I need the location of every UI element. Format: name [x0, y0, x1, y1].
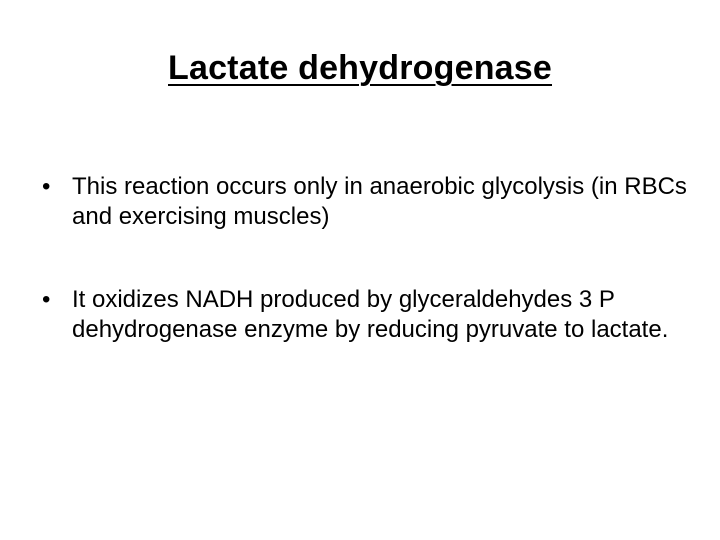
- bullet-text: This reaction occurs only in anaerobic glycolysis (in RBCs and exercising muscles): [72, 173, 687, 230]
- slide-title: Lactate dehydrogenase: [168, 49, 552, 87]
- bullet-marker: •: [42, 286, 51, 313]
- bullet-list: [42, 172, 692, 398]
- bullet-item-anaerobic-glycolysis: [42, 172, 692, 232]
- bullet-marker: •: [42, 173, 51, 200]
- bullet-item-nadh-oxidation: [42, 285, 692, 345]
- bullet-text: It oxidizes NADH produced by glyceraldehydes 3 P dehydrogenase enzyme by reducing pyruvate to lactate.: [72, 286, 669, 343]
